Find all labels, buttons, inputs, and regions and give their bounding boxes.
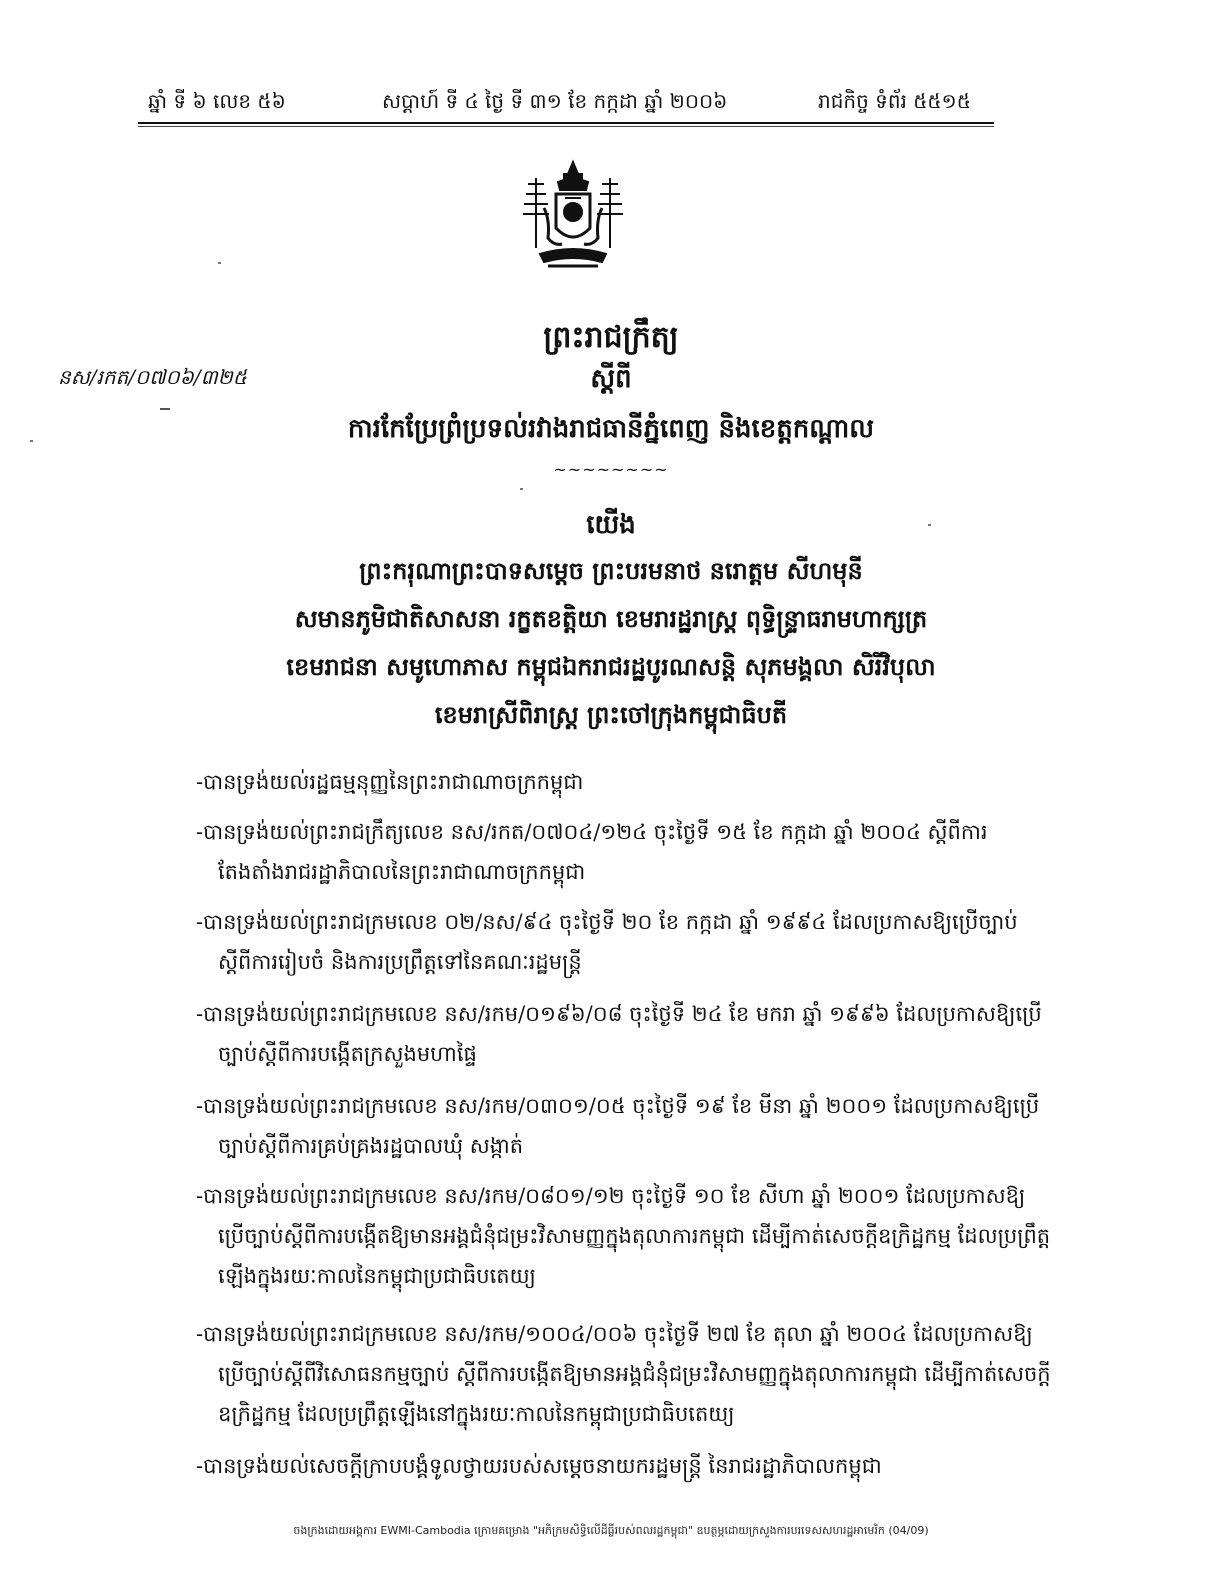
scan-speck [218,262,221,264]
header-rule [138,122,994,124]
header-rule-thin [138,126,994,127]
preamble-item-continuation: តែងតាំងរាជរដ្ឋាភិបាលនៃព្រះរាជាណាចក្រកម្ពុជា [218,860,586,884]
preamble-item-text: -បានទ្រង់យល់ព្រះរាជក្រមលេខ នស/រកម/០៨០១/១២ ចុះថ្ងៃទី ១០ ខែ សីហា ឆ្នាំ ២០០១ ដែលប្រកាសឱ្យ [196,1184,1026,1208]
preamble-item-text: -បានទ្រង់យល់ព្រះរាជក្រមលេខ នស/រកម/០៣០១/០៥ ចុះថ្ងៃទី ១៩ ខែ មីនា ឆ្នាំ ២០០១ ដែលប្រកាសឱ្យប្រើ [196,1094,1040,1118]
document-title: ព្រះរាជក្រឹត្យ [543,320,679,355]
document-about: ស្ដីពី [590,364,632,394]
document-subject: ការកែប្រែព្រំប្រទល់រវាងរាជធានីភ្នំពេញ និងខេត្តកណ្ដាល [347,414,875,444]
royal-coat-of-arms-icon [518,158,628,276]
preamble-item-continuation: ប្រើច្បាប់ស្ដីពីវិសោធនកម្មច្បាប់ ស្ដីពីការបង្កើតឱ្យមានអង្គជំនុំជម្រះវិសាមញ្ញក្នុងតុលាការកម្ពុជា ដើម្បីកាត់សេចក្ដីឧក្រិដ្ឋកម្ម ដែលប្រព្រឹត្តឡើងនៅក្នុងរយៈកាលនៃកម្ពុជាប្រជាធិបតេយ្យ [218,1362,1051,1426]
preamble-item [196,1086,1066,1166]
preamble-item-continuation: ប្រើច្បាប់ស្ដីពីការបង្កើតឱ្យមានអង្គជំនុំជម្រះវិសាមញ្ញក្នុងតុលាការកម្ពុជា ដើម្បីកាត់សេចក្ដីឧក្រិដ្ឋកម្ម ដែលប្រព្រឹត្តឡើងក្នុងរយៈកាលនៃកម្ពុជាប្រជាធិបតេយ្យ [218,1224,1051,1288]
footer-credit: ចងក្រងដោយអង្គការ EWMI-Cambodia ក្រោមគម្រោង "អភិក្រមសិទ្ធិលើដីធ្លីរបស់ពលរដ្ឋកម្ពុជា" ឧបត្ថម្ភដោយក្រសួងការបរទេសសហរដ្ឋអាមេរិក (04/09) [293,1524,929,1537]
title-separator: ~~~~~~~~ [553,460,669,479]
gazette-year-issue: ឆ្នាំ ទី ៦ លេខ ៥៦ [148,89,286,113]
scan-speck [928,524,931,526]
reference-number: នស/រកត/០៧០៦/៣២៥ [58,365,247,389]
scan-speck [30,440,33,442]
we-heading: យើង [586,510,636,540]
preamble-item [196,994,1066,1074]
preamble-item-text: -បានទ្រង់យល់ព្រះរាជក្រមលេខ ០២/នស/៩៤ ចុះថ្ងៃទី ២០ ខែ កក្កដា ឆ្នាំ ១៩៩៤ ដែលប្រកាសឱ្យប្រើច្បាប់ [196,910,1018,934]
preamble-item-continuation: ច្បាប់ស្ដីពីការបង្កើតក្រសួងមហាផ្ទៃ [218,1042,477,1066]
gazette-date: សប្តាហ៍ ទី ៤ ថ្ងៃ ទី ៣១ ខែ កក្កដា ឆ្នាំ ២០០៦ [382,89,728,113]
king-title-line: ព្រះករុណាព្រះបាទសម្ដេច ព្រះបរមនាថ នរោត្តម សីហមុនី [359,557,863,585]
gazette-page: រាជកិច្ច ទំព័រ ៥៥១៥ [818,89,971,113]
king-title-line: ខេមរាស្រីពិរាស្ត្រ ព្រះចៅក្រុងកម្ពុជាធិបតី [434,701,788,729]
preamble-item-continuation: ស្ដីពីការរៀបចំ និងការប្រព្រឹត្តទៅនៃគណៈរដ្ឋមន្ត្រី [218,950,582,974]
dash-mark [160,408,170,410]
king-title-line: ខេមរាជនា សមូហោភាស កម្ពុជឯករាជរដ្ឋបូរណសន្តិ សុភមង្គលា សិរីវិបុលា [286,653,936,681]
preamble-item [196,762,1066,802]
preamble-item-text: -បានទ្រង់យល់សេចក្ដីក្រាបបង្គំទូលថ្វាយរបស់សម្ដេចនាយករដ្ឋមន្ត្រី នៃរាជរដ្ឋាភិបាលកម្ពុជា [196,1454,882,1478]
preamble-item [196,812,1066,892]
preamble-item-text: -បានទ្រង់យល់ព្រះរាជក្រមលេខ នស/រកម/១០០៤/០០៦ ចុះថ្ងៃទី ២៧ ខែ តុលា ឆ្នាំ ២០០៤ ដែលប្រកាសឱ្យ [196,1322,1033,1346]
preamble-item-text: -បានទ្រង់យល់រដ្ឋធម្មនុញ្ញនៃព្រះរាជាណាចក្រកម្ពុជា [196,770,584,794]
preamble-item-continuation: ច្បាប់ស្ដីពីការគ្រប់គ្រងរដ្ឋបាលឃុំ សង្កាត់ [218,1134,524,1158]
preamble-item-text: -បានទ្រង់យល់ព្រះរាជក្រឹត្យលេខ នស/រកត/០៧០៤/១២៤ ចុះថ្ងៃទី ១៥ ខែ កក្កដា ឆ្នាំ ២០០៤ ស្ដីពីការ [196,820,988,844]
king-title-line: សមានភូមិជាតិសាសនា រក្ខតខត្តិយា ខេមរារដ្ឋរាស្ត្រ ពុទ្ធិន្ទ្រាធរាមហាក្សត្រ [294,605,928,633]
preamble-item [196,902,1066,982]
scan-speck [520,488,523,490]
preamble-item [196,1446,1066,1486]
preamble-item [196,1176,1066,1296]
preamble-item [196,1314,1066,1434]
preamble-item-text: -បានទ្រង់យល់ព្រះរាជក្រមលេខ នស/រកម/០១៩៦/០៨ ចុះថ្ងៃទី ២៤ ខែ មករា ឆ្នាំ ១៩៩៦ ដែលប្រកាសឱ្យប្រើ [196,1002,1042,1026]
